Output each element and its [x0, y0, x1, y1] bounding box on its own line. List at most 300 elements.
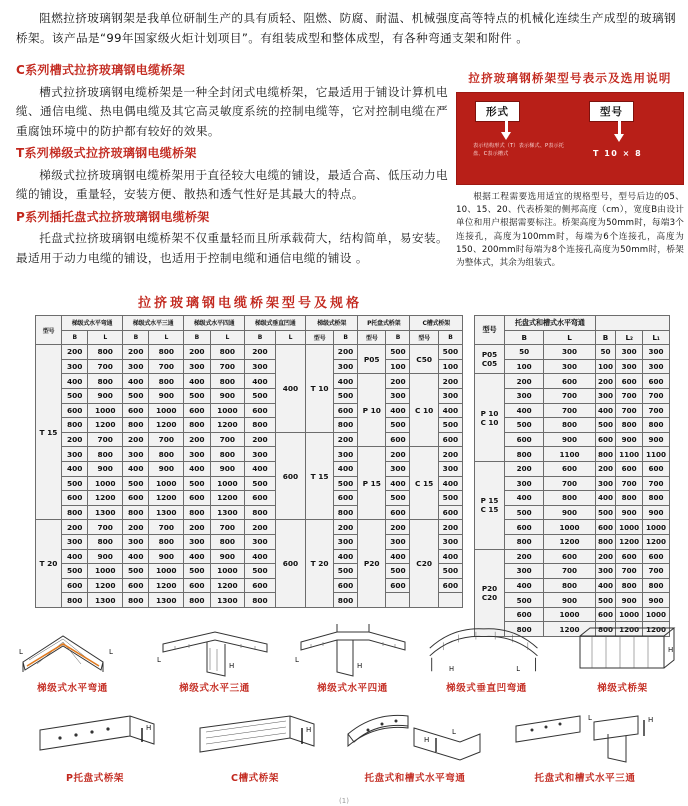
- cell-dim: 600: [62, 578, 88, 593]
- cell-dim: 300: [544, 359, 595, 374]
- cell-ladder-b: 800: [333, 593, 357, 608]
- section-body-c: 槽式拉挤玻璃钢电缆桥架是一种全封闭式电缆桥架，它最适用于铺设计算机电缆、通信电缆、热电偶电缆及其它高灵敏度系统的控制电缆等，它对控制电缆在严重腐蚀环境中的防护都有较好的效果。: [16, 84, 448, 138]
- cell-dim: 900: [210, 461, 245, 476]
- th-model: 型号: [36, 316, 62, 345]
- svg-text:L: L: [452, 728, 456, 736]
- cell-dim: 900: [88, 549, 123, 564]
- svg-text:H: H: [648, 716, 654, 724]
- cell-tray-b: 500: [386, 491, 410, 506]
- cell-dim: 800: [149, 447, 184, 462]
- figure-caption: 梯级式桥架: [597, 683, 648, 694]
- cell-dim: 300: [643, 345, 670, 360]
- cell-dim: 1000: [210, 564, 245, 579]
- cell-dim: 800: [616, 418, 643, 433]
- cell-vertical-l: 600: [275, 520, 306, 608]
- cell-dim: 800: [88, 534, 123, 549]
- section-heading-c: C系列槽式拉挤玻璃钢电缆桥架: [16, 63, 186, 77]
- cell-dim: 1000: [88, 564, 123, 579]
- svg-text:H: H: [667, 646, 673, 654]
- page-number: (1): [339, 797, 349, 805]
- cell-dim: 500: [245, 388, 276, 403]
- cell-dim: 700: [544, 403, 595, 418]
- main-table-title: 拉挤玻璃钢电缆桥架型号及规格: [137, 296, 362, 311]
- cell-channel-b: [438, 593, 462, 608]
- model-value: T 10 × 8: [593, 149, 643, 158]
- figure-caption: 梯级式垂直凹弯通: [446, 683, 527, 694]
- cell-channel-b: 400: [438, 403, 462, 418]
- cell-dim: 300: [62, 359, 88, 374]
- cell-dim: 800: [595, 534, 615, 549]
- th-group: 梯级式垂直凹通: [245, 316, 306, 331]
- model-designation-title: 拉挤玻璃钢桥架型号表示及选用说明: [468, 71, 672, 85]
- cell-dim: 600: [62, 403, 88, 418]
- cell-dim: 400: [123, 461, 149, 476]
- table-row: [475, 447, 670, 462]
- table-row: [475, 578, 670, 593]
- cell-dim: 300: [544, 345, 595, 360]
- cell-channel-b: 600: [438, 578, 462, 593]
- table-row: [475, 374, 670, 389]
- cell-dim: 600: [616, 549, 643, 564]
- cell-dim: 600: [62, 491, 88, 506]
- cell-channel-model: C50: [410, 345, 438, 374]
- table-row: [475, 476, 670, 491]
- cell-dim: 500: [62, 476, 88, 491]
- cell-dim: 300: [62, 534, 88, 549]
- cell-dim: 400: [184, 461, 210, 476]
- cell-tray-model: P 15: [358, 447, 386, 520]
- cell-tray-b: 600: [386, 578, 410, 593]
- cell-channel-b: 400: [438, 549, 462, 564]
- cell-dim: 700: [616, 564, 643, 579]
- cell-dim: 800: [544, 578, 595, 593]
- ladder-elbow-icon: [10, 622, 135, 680]
- cell-dim: 300: [184, 534, 210, 549]
- svg-text:H: H: [228, 662, 234, 670]
- cell-dim: 800: [643, 418, 670, 433]
- cell-dim: 700: [88, 520, 123, 535]
- table-row: [36, 578, 463, 593]
- cell-dim: 1200: [210, 418, 245, 433]
- table-row: [36, 345, 463, 360]
- svg-text:L: L: [294, 656, 299, 664]
- cell-dim: 800: [595, 622, 615, 637]
- cell-dim: 300: [616, 345, 643, 360]
- cell-dim: 1200: [210, 491, 245, 506]
- cell-dim: 600: [643, 461, 670, 476]
- svg-text:H: H: [424, 736, 430, 744]
- cell-dim: 900: [643, 432, 670, 447]
- th-sub: 型号: [358, 330, 386, 345]
- cell-dim: 300: [595, 388, 615, 403]
- table-row: [475, 403, 670, 418]
- table-row: [36, 403, 463, 418]
- th-sub: 型号: [306, 330, 334, 345]
- cell-dim: 400: [62, 374, 88, 389]
- cell-model: T 15: [36, 345, 62, 520]
- cell-dim: 400: [123, 374, 149, 389]
- cell-dim: 800: [62, 418, 88, 433]
- cell-dim: 400: [505, 403, 544, 418]
- cell-dim: 800: [210, 345, 245, 360]
- cell-channel-model: C 15: [410, 447, 438, 520]
- table-row: [475, 418, 670, 433]
- cell-dim: 1000: [88, 476, 123, 491]
- cell-dim: 800: [123, 418, 149, 433]
- cell-dim: 500: [505, 593, 544, 608]
- cell-tray-b: 600: [386, 432, 410, 447]
- cell-channel-b: 300: [438, 461, 462, 476]
- section-heading-p: P系列插托盘式拉挤玻璃钢电缆桥架: [16, 209, 210, 224]
- cell-dim: 700: [544, 388, 595, 403]
- table-row: [36, 418, 463, 433]
- cell-dim: 700: [210, 432, 245, 447]
- figure-caption: 托盘式和槽式水平三通: [534, 773, 636, 784]
- cell-dim: 500: [505, 418, 544, 433]
- cell-dim: 500: [245, 564, 276, 579]
- th-sub: L: [544, 330, 595, 345]
- cell-dim: 800: [149, 374, 184, 389]
- cell-channel-model: C 10: [410, 374, 438, 447]
- cell-dim: 1000: [643, 520, 670, 535]
- table-row: [475, 491, 670, 506]
- cell-dim: 600: [245, 491, 276, 506]
- tray-icon: [20, 712, 170, 770]
- cell-ladder-b: 200: [333, 345, 357, 360]
- cell-tray-b: 400: [386, 549, 410, 564]
- cell-dim: 200: [123, 432, 149, 447]
- th-sub: L: [275, 330, 306, 345]
- table-header-row: [475, 316, 670, 331]
- cell-dim: 900: [643, 593, 670, 608]
- model-designation-diagram: [456, 92, 684, 185]
- cell-channel-b: 600: [438, 505, 462, 520]
- cell-model: P05 C05: [475, 345, 505, 374]
- main-spec-table: [35, 315, 463, 608]
- cell-ladder-model: T 15: [306, 432, 334, 520]
- cell-dim: 300: [184, 447, 210, 462]
- cell-model: P 15 C 15: [475, 461, 505, 549]
- cell-dim: 400: [245, 461, 276, 476]
- cell-dim: 600: [616, 461, 643, 476]
- table-row: [36, 447, 463, 462]
- cell-channel-b: 200: [438, 447, 462, 462]
- table-row: [36, 388, 463, 403]
- figure-tray: [20, 712, 170, 784]
- cell-dim: 400: [595, 403, 615, 418]
- cell-dim: 400: [184, 549, 210, 564]
- cell-dim: 200: [62, 345, 88, 360]
- cell-dim: 900: [544, 593, 595, 608]
- cell-dim: 700: [210, 359, 245, 374]
- cell-dim: 800: [184, 418, 210, 433]
- cell-dim: 700: [616, 476, 643, 491]
- cell-dim: 400: [595, 491, 615, 506]
- table-row: [36, 564, 463, 579]
- cell-channel-b: 500: [438, 418, 462, 433]
- cell-dim: 700: [616, 403, 643, 418]
- th-sub: L: [149, 330, 184, 345]
- cell-dim: 1000: [616, 520, 643, 535]
- cell-dim: 300: [184, 359, 210, 374]
- cell-tray-b: 400: [386, 476, 410, 491]
- section-body-p: 托盘式拉挤玻璃钢电缆桥架不仅重量轻而且所承载荷大，结构简单，易安装。最适用于动力电缆的铺设，也适用于控制电缆和通信电缆的铺设 。: [16, 231, 448, 265]
- cell-dim: 200: [595, 549, 615, 564]
- cell-dim: 1100: [616, 447, 643, 462]
- cell-dim: 300: [123, 359, 149, 374]
- cell-dim: 500: [123, 476, 149, 491]
- cell-dim: 800: [88, 374, 123, 389]
- th-group: 梯级式水平四通: [184, 316, 245, 331]
- cell-dim: 200: [184, 432, 210, 447]
- cell-dim: 400: [505, 578, 544, 593]
- table-row: [475, 607, 670, 622]
- cell-channel-b: 200: [438, 374, 462, 389]
- th-group: P托盘式桥架: [358, 316, 410, 331]
- figure-caption: 梯级式水平弯通: [37, 683, 108, 694]
- cell-dim: 900: [544, 505, 595, 520]
- cell-dim: 600: [544, 374, 595, 389]
- cell-ladder-b: 200: [333, 520, 357, 535]
- cell-dim: 200: [505, 549, 544, 564]
- cell-dim: 600: [505, 432, 544, 447]
- cell-dim: 1200: [210, 578, 245, 593]
- cell-channel-b: 600: [438, 432, 462, 447]
- cell-ladder-b: 500: [333, 476, 357, 491]
- model-arrow-stem: [618, 121, 621, 135]
- table-row: [475, 432, 670, 447]
- cell-dim: 300: [245, 534, 276, 549]
- table-row: [36, 359, 463, 374]
- cell-dim: 800: [88, 447, 123, 462]
- cell-dim: 1200: [643, 622, 670, 637]
- cell-dim: 800: [123, 505, 149, 520]
- cell-dim: 700: [616, 388, 643, 403]
- figure-ladder-cross: [290, 622, 415, 694]
- th-sub: L: [210, 330, 245, 345]
- cell-dim: 300: [123, 534, 149, 549]
- cell-dim: 200: [184, 345, 210, 360]
- svg-text:L: L: [18, 648, 23, 656]
- cell-dim: 100: [595, 359, 615, 374]
- cell-dim: 600: [643, 549, 670, 564]
- cell-ladder-b: 400: [333, 549, 357, 564]
- cell-dim: 800: [505, 534, 544, 549]
- cell-dim: 800: [210, 447, 245, 462]
- cell-dim: 900: [210, 388, 245, 403]
- model-designation-block: [456, 70, 684, 270]
- cell-dim: 1300: [210, 505, 245, 520]
- table-row: [475, 593, 670, 608]
- svg-text:H: H: [449, 665, 455, 674]
- cell-tray-b: 600: [386, 505, 410, 520]
- cell-dim: 1300: [88, 593, 123, 608]
- cell-dim: 500: [595, 593, 615, 608]
- cell-dim: 600: [505, 520, 544, 535]
- th-model: 型号: [475, 316, 505, 345]
- table-row: [36, 593, 463, 608]
- cell-dim: 300: [245, 359, 276, 374]
- cell-dim: 600: [595, 607, 615, 622]
- th-sub: B: [595, 330, 615, 345]
- cell-dim: 500: [184, 476, 210, 491]
- cell-dim: 600: [505, 607, 544, 622]
- cell-channel-b: 100: [438, 359, 462, 374]
- table-header-row: [36, 316, 463, 331]
- cell-tray-b: 300: [386, 388, 410, 403]
- cell-ladder-model: T 10: [306, 345, 334, 433]
- cell-dim: 200: [245, 345, 276, 360]
- cell-dim: 600: [123, 403, 149, 418]
- form-arrow-icon: [501, 132, 511, 140]
- cell-dim: 900: [616, 432, 643, 447]
- cell-ladder-b: 800: [333, 505, 357, 520]
- cell-dim: 1200: [149, 418, 184, 433]
- cell-dim: 700: [544, 564, 595, 579]
- cell-ladder-b: 400: [333, 461, 357, 476]
- table-row: [475, 461, 670, 476]
- cell-dim: 1100: [544, 447, 595, 462]
- cell-dim: 700: [544, 476, 595, 491]
- cell-dim: 300: [123, 447, 149, 462]
- channel-icon: [180, 712, 330, 770]
- figure-ladder-tee: [152, 622, 277, 694]
- cell-dim: 800: [505, 447, 544, 462]
- left-column: [16, 58, 448, 269]
- cell-dim: 1200: [149, 578, 184, 593]
- cell-ladder-b: 200: [333, 432, 357, 447]
- cell-tray-model: P20: [358, 520, 386, 608]
- figure-caption: 梯级式水平四通: [317, 683, 388, 694]
- cell-dim: 800: [149, 534, 184, 549]
- cell-tray-b: 500: [386, 345, 410, 360]
- cell-channel-b: 400: [438, 476, 462, 491]
- cell-dim: 400: [245, 374, 276, 389]
- table-row: [475, 505, 670, 520]
- cell-dim: 1000: [544, 607, 595, 622]
- cell-dim: 700: [643, 476, 670, 491]
- cell-tray-b: 300: [386, 534, 410, 549]
- cell-tray-model: P05: [358, 345, 386, 374]
- cell-dim: 1200: [88, 491, 123, 506]
- cell-dim: 50: [505, 345, 544, 360]
- model-description-text: 根据工程需要选用适宜的规格型号，型号后边的05、10、15、20、代表桥架的侧邦高度（cm），宽度B由设计单位和用户根据需要标注。桥架高度为50mm时，每端3个连接孔，高度为100mm时，每端为6个连接孔，高度为150、200mm时每端为8个连接孔高度为50mm时，桥架为整体式，其余为组装式。: [456, 192, 684, 269]
- cell-dim: 300: [505, 564, 544, 579]
- table-row: [36, 534, 463, 549]
- cell-dim: 800: [62, 593, 88, 608]
- table-row: [36, 505, 463, 520]
- cell-model: P20 C20: [475, 549, 505, 637]
- svg-text:H: H: [146, 724, 152, 732]
- figure-tray-tee: [510, 712, 660, 784]
- intro-paragraph: [16, 8, 676, 48]
- cell-dim: 900: [88, 388, 123, 403]
- cell-dim: 200: [245, 520, 276, 535]
- model-description: [456, 191, 684, 270]
- cell-dim: 600: [245, 403, 276, 418]
- table-row: [36, 461, 463, 476]
- cell-dim: 200: [245, 432, 276, 447]
- th-group: 托盘式和槽式水平弯通: [505, 316, 596, 331]
- cell-channel-b: 200: [438, 520, 462, 535]
- cell-dim: 500: [505, 505, 544, 520]
- th-sub: B: [386, 330, 410, 345]
- cell-dim: 800: [643, 491, 670, 506]
- cell-dim: 600: [643, 374, 670, 389]
- cell-dim: 200: [595, 374, 615, 389]
- intro-text: 阻燃拉挤玻璃钢架是我单位研制生产的具有质轻、阻燃、防腐、耐温、机械强度高等特点的机械化连续生产成型的玻璃钢桥架。该产品是“99年国家级火炬计划项目”。有组装成型和整体成型，有各种弯通支架和附件 。: [16, 11, 676, 45]
- cell-dim: 800: [595, 447, 615, 462]
- cell-dim: 900: [149, 388, 184, 403]
- cell-dim: 200: [184, 520, 210, 535]
- cell-dim: 200: [505, 461, 544, 476]
- cell-dim: 300: [616, 359, 643, 374]
- cell-dim: 400: [184, 374, 210, 389]
- cell-dim: 800: [184, 593, 210, 608]
- cell-dim: 500: [123, 564, 149, 579]
- cell-dim: 200: [505, 374, 544, 389]
- cell-dim: 700: [149, 432, 184, 447]
- cell-dim: 400: [505, 491, 544, 506]
- cell-ladder-b: 500: [333, 564, 357, 579]
- ladder-vertical-icon: [424, 622, 549, 680]
- table-row: [36, 549, 463, 564]
- cell-dim: 900: [616, 593, 643, 608]
- cell-dim: 800: [245, 418, 276, 433]
- cell-dim: 50: [595, 345, 615, 360]
- cell-dim: 500: [595, 418, 615, 433]
- cell-dim: 400: [123, 549, 149, 564]
- cell-channel-b: 500: [438, 564, 462, 579]
- th-group: 梯级式水平三通: [123, 316, 184, 331]
- cell-dim: 900: [149, 461, 184, 476]
- table-subheader-row: [475, 330, 670, 345]
- svg-text:L: L: [516, 665, 521, 674]
- cell-dim: 300: [595, 476, 615, 491]
- bend-spec-table: [474, 315, 670, 637]
- model-label: 型号: [589, 101, 634, 122]
- cell-ladder-model: T 20: [306, 520, 334, 608]
- cell-dim: 600: [123, 491, 149, 506]
- cell-dim: 1200: [149, 491, 184, 506]
- cell-dim: 800: [123, 593, 149, 608]
- cell-dim: 800: [62, 505, 88, 520]
- cell-ladder-b: 500: [333, 388, 357, 403]
- cell-dim: 300: [245, 447, 276, 462]
- cell-dim: 200: [123, 345, 149, 360]
- figure-caption: 梯级式水平三通: [179, 683, 250, 694]
- cell-dim: 800: [505, 622, 544, 637]
- cell-dim: 600: [595, 520, 615, 535]
- cell-dim: 800: [88, 345, 123, 360]
- cell-dim: 500: [184, 564, 210, 579]
- tray-elbow-icon: [340, 712, 490, 770]
- cell-dim: 400: [595, 578, 615, 593]
- cell-model: T 20: [36, 520, 62, 608]
- th-sub: B: [123, 330, 149, 345]
- table-subheader-row: [36, 330, 463, 345]
- cell-dim: 700: [643, 403, 670, 418]
- cell-dim: 1000: [149, 476, 184, 491]
- cell-dim: 1000: [544, 520, 595, 535]
- cell-ladder-b: 800: [333, 418, 357, 433]
- cell-tray-b: 300: [386, 461, 410, 476]
- cell-dim: 500: [184, 388, 210, 403]
- cell-dim: 800: [643, 578, 670, 593]
- cell-ladder-b: 600: [333, 403, 357, 418]
- cell-dim: 1200: [616, 534, 643, 549]
- cell-ladder-b: 300: [333, 534, 357, 549]
